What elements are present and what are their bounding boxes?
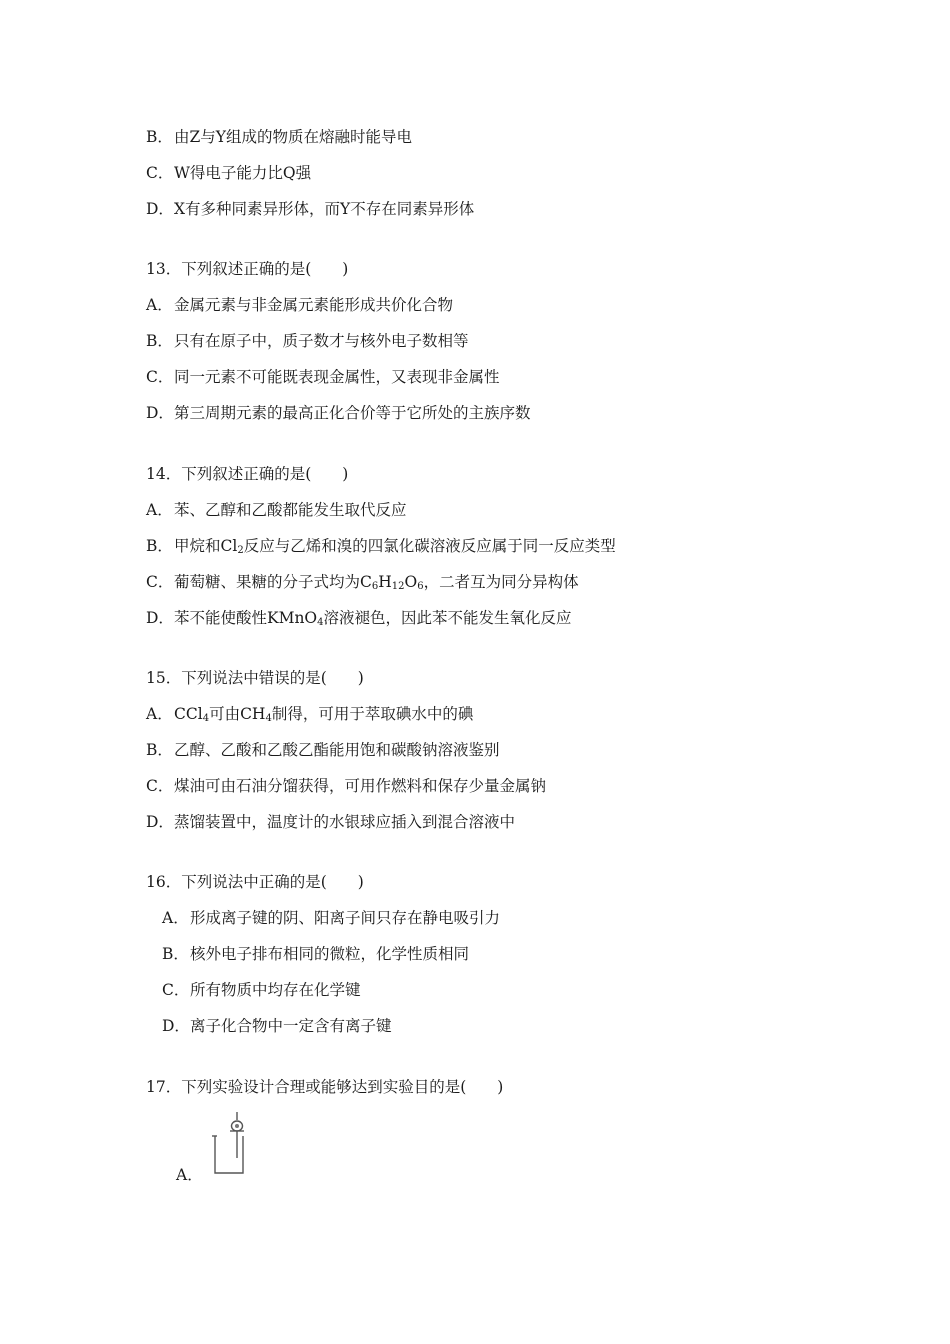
option-text: 离子化合物中一定含有离子键 [190,1017,392,1035]
q16-option-b [162,943,469,965]
option-text: 第三周期元素的最高正化合价等于它所处的主族序数 [174,404,531,422]
q16-stem: 16．下列说法中正确的是( ) [146,873,364,891]
option-text-post: 溶液褪色，因此苯不能发生氧化反应 [323,609,572,627]
option-label: D． [146,200,174,218]
formula-part: O [404,573,418,591]
q14-stem: 14．下列叙述正确的是( ) [146,465,349,483]
funnel-valve [235,1124,239,1128]
option-text-post: ，二者互为同分异构体 [423,573,579,591]
option-text: 苯、乙醇和乙酸都能发生取代反应 [174,501,407,519]
option-text-pre: 苯不能使酸性KMnO [174,609,318,627]
option-text: X有多种同素异形体，而Y不存在同素异形体 [174,200,475,218]
option-label: B． [146,537,173,555]
option-text: 只有在原子中，质子数才与核外电子数相等 [174,332,469,350]
option-text: 蒸馏装置中，温度计的水银球应插入到混合溶液中 [174,813,516,831]
option-text-pre: 葡萄糖、果糖的分子式均为C [174,573,372,591]
q15-option-d [146,811,515,833]
q14-option-d [146,607,572,629]
q16-option-c [162,979,361,1001]
subscript: 6 [371,581,379,592]
formula-part: H [378,573,392,591]
option-text-post: 制得，可用于萃取碘水中的碘 [271,705,474,723]
q12-option-c [146,162,311,184]
formula-part: CCl [174,705,203,723]
q15-option-a [146,703,473,725]
option-text: 乙醇、乙酸和乙酸乙酯能用饱和碳酸钠溶液鉴别 [174,741,500,759]
q15-stem: 15．下列说法中错误的是( ) [146,669,364,687]
option-text: 核外电子排布相同的微粒，化学性质相同 [190,945,470,963]
beaker [215,1136,243,1173]
q14-option-a [146,499,407,521]
q12-option-d [146,198,474,220]
option-label: D． [146,609,174,627]
option-label: A． [146,296,173,314]
q13-option-c [146,366,500,388]
option-text: 形成离子键的阴、阳离子间只存在静电吸引力 [190,909,501,927]
option-text: 同一元素不可能既表现金属性，又表现非金属性 [174,368,500,386]
q13-option-d [146,402,531,424]
q16-option-d [162,1015,392,1037]
option-label: B． [146,741,173,759]
q17-option-a-label: A． [176,1166,203,1184]
option-label: B． [162,945,189,963]
option-label: B． [146,332,173,350]
q16-option-a [162,907,500,929]
option-label: D． [162,1017,190,1035]
option-text-pre: 甲烷和Cl [174,537,238,555]
option-text: 由Z与Y组成的物质在熔融时能导电 [174,128,413,146]
q15-option-c [146,775,546,797]
option-label: C． [146,573,174,591]
subscript: 12 [391,581,405,592]
option-label: D． [146,813,174,831]
option-label: C． [162,981,190,999]
option-label: C． [146,368,174,386]
option-label: A． [146,501,173,519]
q12-option-b [146,126,412,148]
apparatus-figure [208,1110,252,1180]
q15-option-b [146,739,500,761]
option-text: W得电子能力比Q强 [174,164,312,182]
q13-option-b [146,330,469,352]
option-label: B． [146,128,173,146]
subscript: 2 [237,545,244,556]
option-text: 煤油可由石油分馏获得，可用作燃料和保存少量金属钠 [174,777,547,795]
q17-stem: 17．下列实验设计合理或能够达到实验目的是( ) [146,1078,504,1096]
option-label: D． [146,404,174,422]
option-text: 金属元素与非金属元素能形成共价化合物 [174,296,454,314]
q14-option-b [146,535,616,557]
q13-stem: 13．下列叙述正确的是( ) [146,260,349,278]
option-label: A． [146,705,173,723]
subscript: 4 [265,713,272,724]
subscript: 4 [202,713,210,724]
option-label: C． [146,164,174,182]
q14-option-c [146,571,579,593]
option-text-post: 反应与乙烯和溴的四氯化碳溶液反应属于同一反应类型 [243,537,616,555]
option-label: A． [162,909,189,927]
option-text: 所有物质中均存在化学键 [190,981,361,999]
option-label: C． [146,777,174,795]
subscript: 4 [317,617,324,628]
option-text-mid: 可由CH [209,705,266,723]
subscript: 6 [417,581,424,592]
q13-option-a [146,294,453,316]
